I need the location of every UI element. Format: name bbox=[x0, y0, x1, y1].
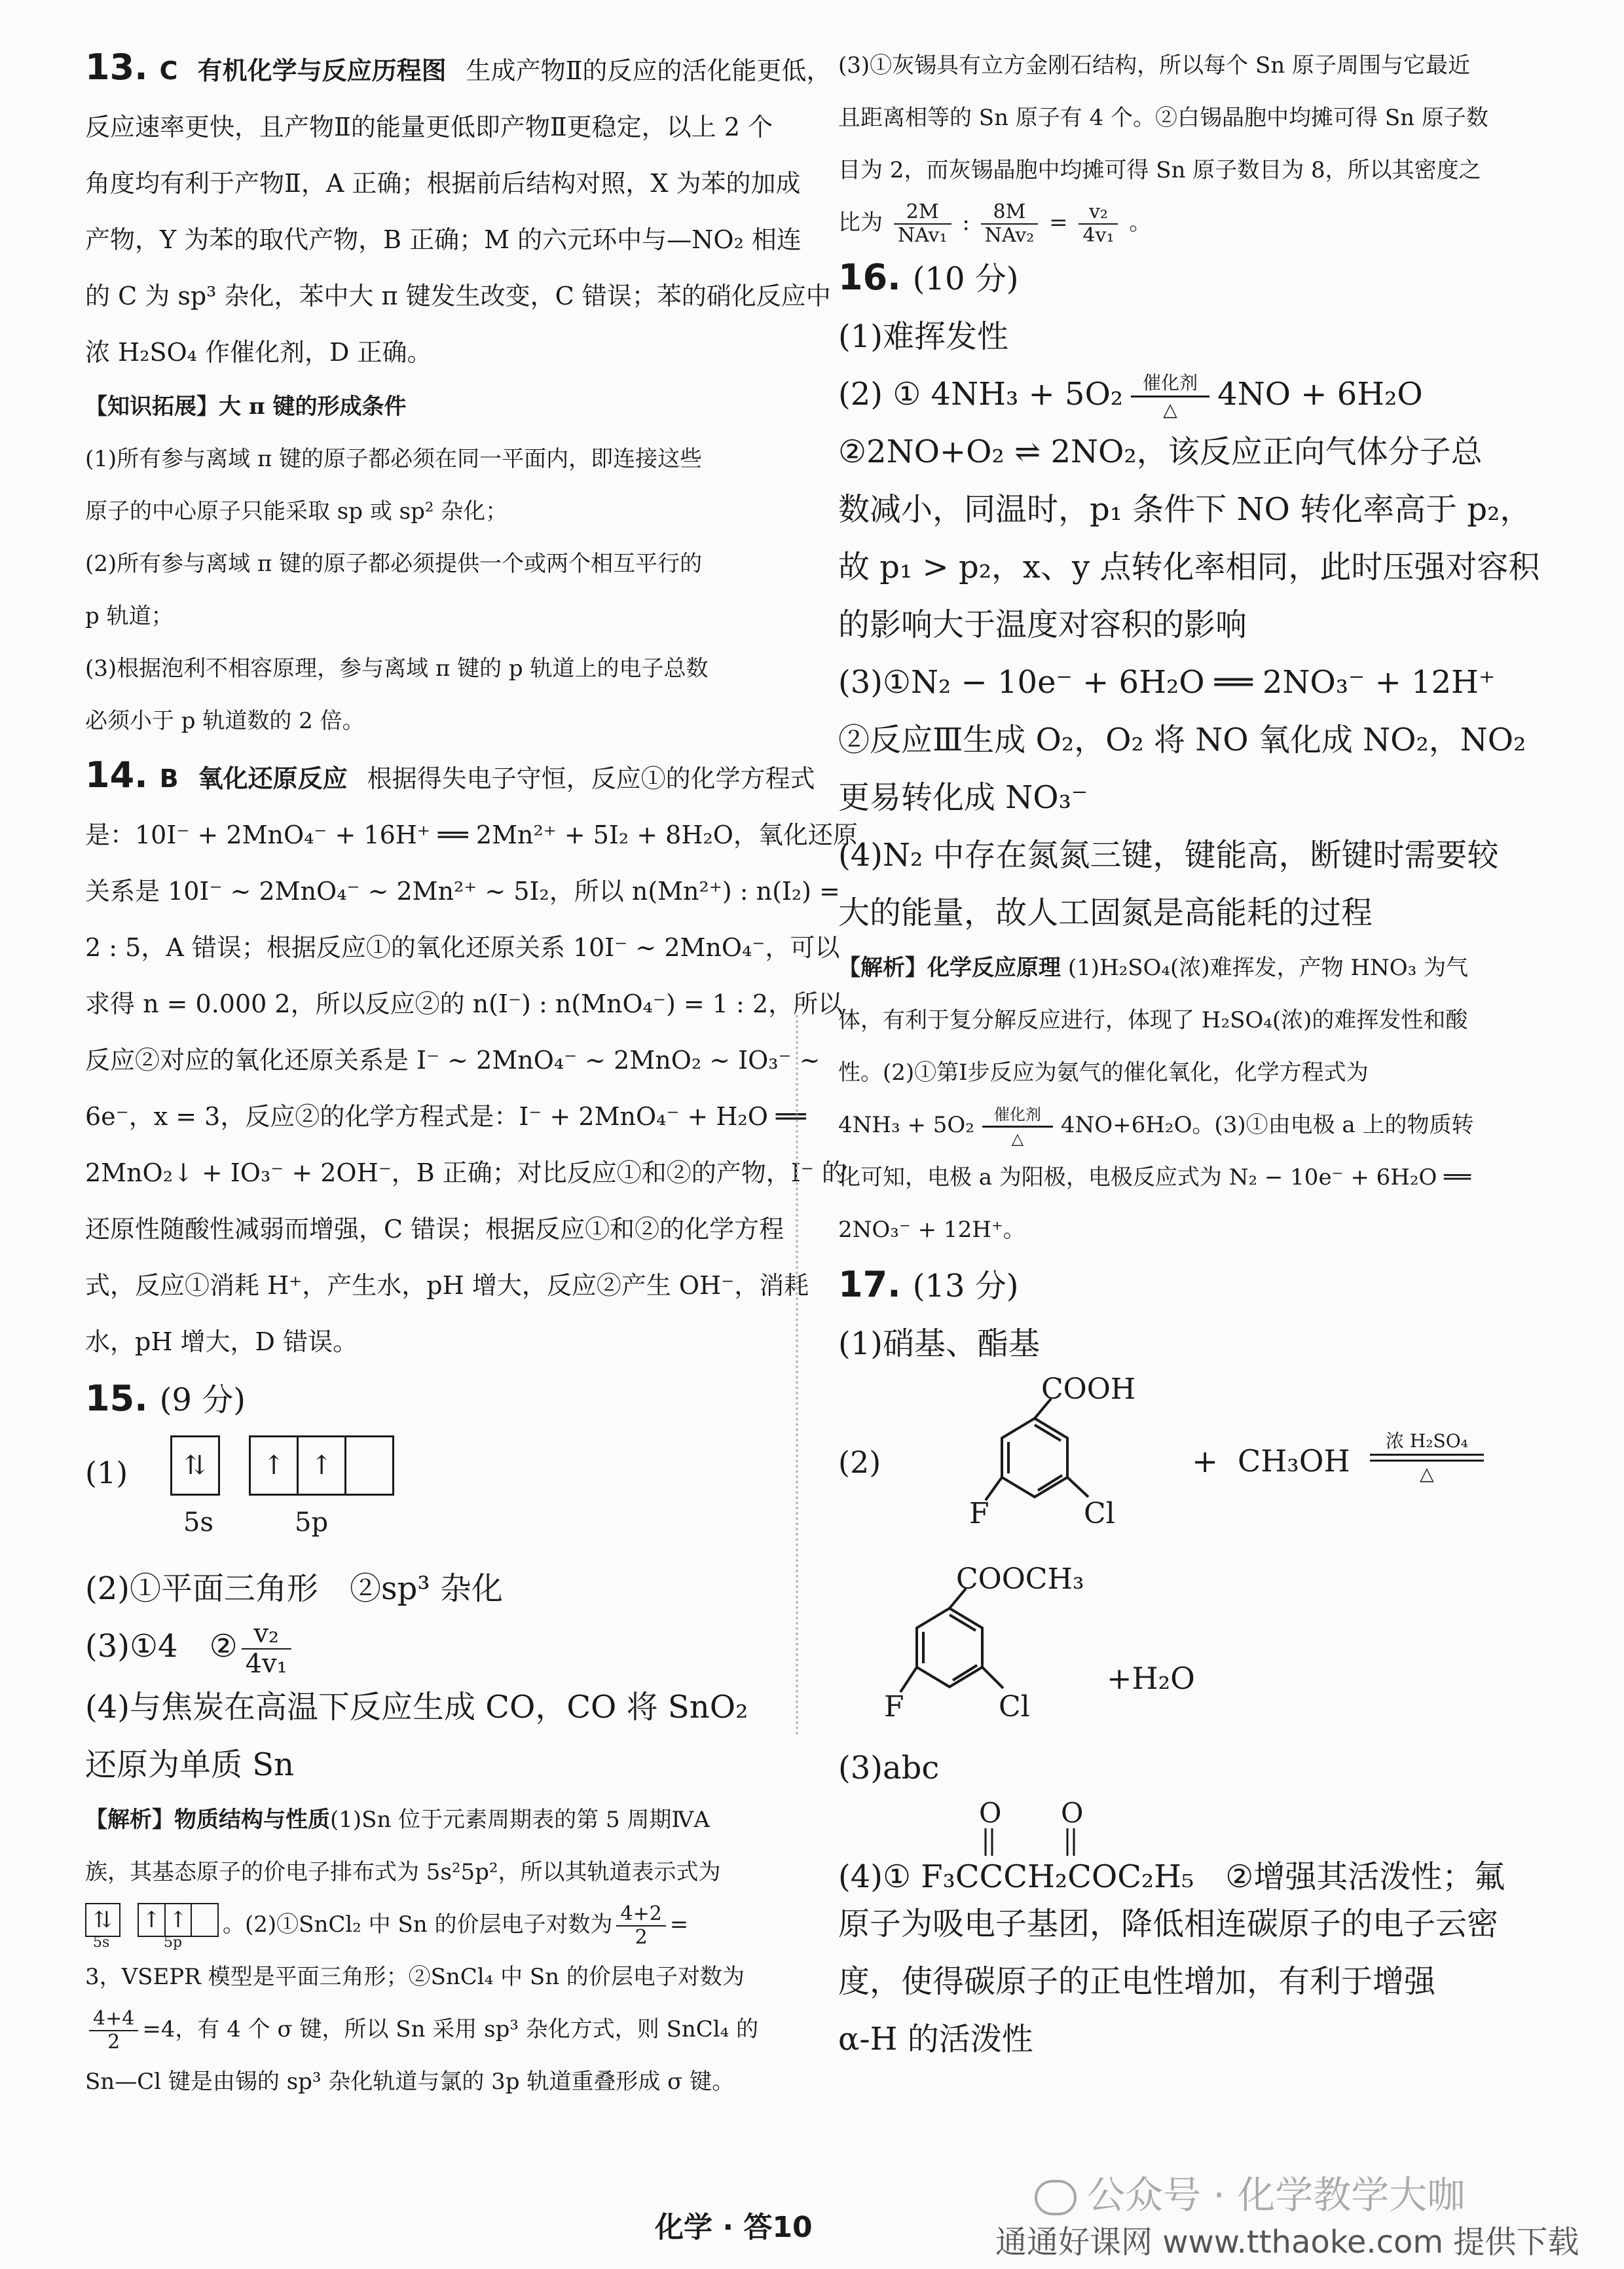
q13-line: 生成产物Ⅱ的反应的活化能更低， bbox=[466, 56, 832, 85]
mini-5p-label: 5p bbox=[164, 1934, 183, 1951]
arrow-condition-top: 浓 H₂SO₄ bbox=[1370, 1431, 1484, 1456]
q15-analysis-line: 3，VSEPR 模型是平面三角形；②SnCl₄ 中 Sn 的价层电子对数为 bbox=[85, 1963, 745, 1990]
q15-fraction-2 bbox=[89, 2008, 138, 2054]
mini-5p-cell bbox=[192, 1904, 217, 1936]
q15-score: (9 分) bbox=[159, 1382, 246, 1418]
q16-line: 更易转化成 NO₃⁻ bbox=[838, 779, 1088, 816]
q15-part1-label: (1) bbox=[85, 1455, 128, 1490]
q15r-line: (3)①灰锡具有立方金刚石结构，所以每个 Sn 原子周围与它最近 bbox=[838, 52, 1470, 79]
q15-part4-line: 还原为单质 Sn bbox=[85, 1746, 295, 1783]
q17-part4-line bbox=[838, 1848, 1505, 1906]
arrow-condition-bottom: △ bbox=[1011, 1129, 1024, 1148]
q15-number: 15. bbox=[85, 1378, 148, 1419]
arrow-condition-bottom: △ bbox=[1370, 1460, 1484, 1484]
fraction-numerator: 4+4 bbox=[89, 2008, 138, 2031]
q14-number: 14. bbox=[85, 754, 148, 796]
q15-analysis-equals: = bbox=[669, 1911, 689, 1938]
q15-analysis-text: 。(2)①SnCl₂ 中 Sn 的价层电子对数为 bbox=[223, 1911, 613, 1938]
q14-line: 是：10I⁻ + 2MnO₄⁻ + 16H⁺ ══ 2Mn²⁺ + 5I₂ + 8H₂O，氧化还原 bbox=[85, 821, 858, 849]
orbital-5s-box bbox=[170, 1435, 220, 1496]
q17-header bbox=[838, 1256, 1526, 1315]
chlorine-label: Cl bbox=[1084, 1497, 1115, 1530]
q13-knowledge-line: 必须小于 p 轨道数的 2 倍。 bbox=[85, 708, 365, 734]
q15-part3-fraction bbox=[242, 1619, 291, 1678]
q13-header bbox=[85, 39, 832, 99]
q17-part4-formula bbox=[838, 1797, 1526, 1895]
ratio-fraction-1 bbox=[894, 201, 951, 247]
q14-header bbox=[85, 747, 815, 807]
q16-line: 数减小，同温时，p₁ 条件下 NO 转化率高于 p₂， bbox=[838, 491, 1532, 528]
plus-sign: + bbox=[1192, 1443, 1219, 1480]
question-16 bbox=[838, 249, 1540, 1256]
orbital-5s-cell: ⇅ bbox=[184, 1450, 206, 1481]
left-column bbox=[85, 39, 858, 2108]
q13-line: 角度均有利于产物Ⅱ，A 正确；根据前后结构对照，X 为苯的加成 bbox=[85, 169, 801, 198]
fraction-denominator: 4v₁ bbox=[245, 1648, 287, 1679]
q15-mini-orbital bbox=[85, 1903, 223, 1949]
q16-score: (10 分) bbox=[912, 261, 1019, 297]
q13-knowledge-line: 原子的中心原子只能采取 sp 或 sp² 杂化； bbox=[85, 498, 508, 525]
carbonyl-oxygen: O bbox=[1061, 1797, 1084, 1829]
fraction-numerator: 4+2 bbox=[616, 1903, 665, 1927]
mini-5p-cell: ↑ bbox=[166, 1904, 193, 1936]
ratio-fraction-2 bbox=[981, 201, 1039, 247]
q17-formula: (4)① F₃CCCH₂COC₂H₅ bbox=[838, 1858, 1194, 1895]
q14-line: 根据得失电子守恒，反应①的化学方程式 bbox=[367, 764, 815, 793]
reversible-arrow bbox=[1370, 1431, 1484, 1484]
q15-fraction-1 bbox=[616, 1903, 665, 1949]
reactant-structure bbox=[936, 1373, 1153, 1543]
q15-analysis-line: 族，其基态原子的价电子排布式为 5s²5p²，所以其轨道表示式为 bbox=[85, 1858, 721, 1885]
q14-line: 反应②对应的氧化还原关系是 I⁻ ~ 2MnO₄⁻ ~ 2MnO₂ ~ IO₃⁻ ~ bbox=[85, 1046, 821, 1075]
q16-header bbox=[838, 249, 1526, 308]
q17-line: α-H 的活泼性 bbox=[838, 2021, 1033, 2057]
q17-part1: (1)硝基、酯基 bbox=[838, 1325, 1040, 1362]
q16-analysis-line: (1)H₂SO₄(浓)难挥发，产物 HNO₃ 为气 bbox=[1067, 955, 1469, 981]
question-13 bbox=[85, 39, 832, 747]
water-product: +H₂O bbox=[1107, 1661, 1195, 1696]
arrow-condition-top: 催化剂 bbox=[982, 1106, 1053, 1128]
q17-line: 度，使得碳原子的正电性增加，有利于增强 bbox=[838, 1963, 1436, 2000]
q14-line: 2 : 5，A 错误；根据反应①的氧化还原关系 10I⁻ ~ 2MnO₄⁻，可以 bbox=[85, 933, 840, 962]
fluorine-label: F bbox=[884, 1690, 904, 1724]
q16-line: (3)①N₂ − 10e⁻ + 6H₂O ══ 2NO₃⁻ + 12H⁺ bbox=[838, 664, 1496, 701]
reaction-arrow bbox=[1131, 373, 1209, 420]
q15-analysis-title: 【解析】物质结构与性质 bbox=[85, 1806, 330, 1833]
q16-analysis-header bbox=[838, 942, 1526, 994]
q13-knowledge-line: (1)所有参与离域 π 键的原子都必须在同一平面内，即连接这些 bbox=[85, 446, 703, 472]
q17-part3: (3)abc bbox=[838, 1750, 940, 1786]
q15-part3 bbox=[85, 1617, 779, 1678]
q17-reaction-scheme bbox=[838, 1373, 1526, 1739]
q15-analysis-header bbox=[85, 1794, 779, 1846]
watermark-text: 公众号 · 化学教学大咖 bbox=[1087, 2173, 1466, 2217]
fraction-denominator: 2 bbox=[635, 1925, 648, 1949]
orbital-5p-label: 5p bbox=[295, 1507, 329, 1538]
fraction-denominator: NAv₂ bbox=[984, 224, 1035, 247]
q17-line: 原子为吸电子基团，降低相连碳原子的电子云密 bbox=[838, 1906, 1499, 1942]
q15-part4-line: (4)与焦炭在高温下反应生成 CO，CO 将 SnO₂ bbox=[85, 1688, 748, 1725]
q16-line: (4)N₂ 中存在氮氮三键，键能高，断键时需要较 bbox=[838, 837, 1499, 874]
q13-line: 反应速率更快，且产物Ⅱ的能量更低即产物Ⅱ更稳定，以上 2 个 bbox=[85, 113, 773, 141]
q16-analysis-line: 化可知，电极 a 为阳极，电极反应式为 N₂ − 10e⁻ + 6H₂O ══ bbox=[838, 1164, 1471, 1190]
q16-line: ②反应Ⅲ生成 O₂，O₂ 将 NO 氧化成 NO₂，NO₂ bbox=[838, 722, 1526, 758]
q14-topic: 氧化还原反应 bbox=[198, 764, 348, 793]
q13-topic: 有机化学与反应历程图 bbox=[197, 56, 447, 85]
q15-orbital-diagram bbox=[85, 1429, 779, 1560]
question-14 bbox=[85, 747, 858, 1370]
q15-analysis-line: Sn—Cl 键是由锡的 sp³ 杂化轨道与氯的 3p 轨道重叠形成 σ 键。 bbox=[85, 2068, 735, 2095]
q14-line: 2MnO₂↓ + IO₃⁻ + 2OH⁻，B 正确；对比反应①和②的产物，I⁻ 的 bbox=[85, 1158, 847, 1187]
q16-analysis-line: 体，有利于复分解反应进行，体现了 H₂SO₄(浓)的难挥发性和酸 bbox=[838, 1007, 1468, 1033]
q16-line: ②2NO+O₂ ⇌ 2NO₂，该反应正向气体分子总 bbox=[838, 434, 1483, 470]
mini-5p-box bbox=[138, 1903, 219, 1937]
q17-score: (13 分) bbox=[912, 1268, 1019, 1304]
carbonyl-oxygen: O bbox=[979, 1797, 1002, 1829]
orbital-5p-cell bbox=[346, 1437, 392, 1494]
orbital-5p-cell: ↑ bbox=[299, 1437, 346, 1494]
q14-line: 还原性随酸性减弱而增强，C 错误；根据反应①和②的化学方程 bbox=[85, 1215, 784, 1244]
fraction-numerator: 2M bbox=[894, 201, 951, 225]
q15-part2: (2)①平面三角形 ②sp³ 杂化 bbox=[85, 1570, 503, 1607]
fraction-denominator: NAv₁ bbox=[897, 224, 948, 247]
ratio-equals: = bbox=[1049, 210, 1068, 236]
q16-analysis-title: 【解析】化学反应原理 bbox=[838, 955, 1061, 981]
q14-line: 关系是 10I⁻ ~ 2MnO₄⁻ ~ 2Mn²⁺ ~ 5I₂，所以 n(Mn²⁺) : n(I₂) = bbox=[85, 877, 840, 906]
question-17 bbox=[838, 1256, 1526, 2068]
equation-left: (2) ① 4NH₃ + 5O₂ bbox=[838, 376, 1124, 413]
column-divider bbox=[796, 1015, 802, 1735]
q14-answer: B bbox=[159, 764, 179, 793]
q13-line: 的 C 为 sp³ 杂化，苯中大 π 键发生改变，C 错误；苯的硝化反应中 bbox=[85, 282, 831, 310]
q17-part2-label: (2) bbox=[838, 1445, 881, 1480]
mini-5s-label: 5s bbox=[93, 1934, 110, 1951]
q15-analysis-line: =4，有 4 个 σ 键，所以 Sn 采用 sp³ 杂化方式，则 SnCl₄ 的 bbox=[142, 2016, 759, 2042]
methanol: CH₃OH bbox=[1238, 1443, 1350, 1479]
chlorine-label: Cl bbox=[999, 1690, 1030, 1724]
watermark-site: 通通好课网 www.tthaoke.com 提供下载 bbox=[995, 2224, 1579, 2260]
q14-line: 式，反应①消耗 H⁺，产生水，pH 增大，反应②产生 OH⁻，消耗 bbox=[85, 1271, 809, 1300]
q16-line: 故 p₁ > p₂，x、y 点转化率相同，此时压强对容积 bbox=[838, 549, 1540, 585]
ratio-separator: : bbox=[962, 210, 970, 236]
q15r-ratio-line bbox=[838, 196, 1526, 249]
q15r-ratio-prefix: 比为 bbox=[838, 210, 883, 236]
q16-line: 大的能量，故人工固氮是高能耗的过程 bbox=[838, 895, 1373, 931]
q15-analysis-frac-line bbox=[85, 2003, 779, 2056]
orbital-5p-cell: ↑ bbox=[251, 1437, 299, 1494]
q16-line: 的影响大于温度对容积的影响 bbox=[838, 606, 1247, 643]
question-15-continued bbox=[838, 39, 1526, 249]
q13-knowledge-line: (3)根据泡利不相容原理，参与离域 π 键的 p 轨道上的电子总数 bbox=[85, 655, 709, 682]
fraction-numerator: v₂ bbox=[242, 1619, 291, 1650]
equation-right: 4NO+6H₂O。(3)①由电极 a 上的物质转 bbox=[1060, 1112, 1474, 1138]
q13-line: 浓 H₂SO₄ 作催化剂，D 正确。 bbox=[85, 338, 432, 367]
arrow-condition-top: 催化剂 bbox=[1131, 373, 1209, 397]
q16-part2-equation bbox=[838, 365, 1526, 423]
cooh-group: COOH bbox=[1041, 1373, 1136, 1406]
q15r-line: 目为 2，而灰锡晶胞中均摊可得 Sn 原子数目为 8，所以其密度之 bbox=[838, 157, 1481, 183]
q17-part4-text: ②增强其活泼性；氟 bbox=[1225, 1858, 1505, 1895]
q13-number: 13. bbox=[85, 46, 148, 88]
q14-line: 求得 n = 0.000 2，所以反应②的 n(I⁻) : n(MnO₄⁻) = 1 : 2，所以 bbox=[85, 989, 843, 1018]
fluorine-label: F bbox=[969, 1497, 989, 1530]
q15-part3-text: (3)①4 ② bbox=[85, 1628, 238, 1665]
q14-line: 6e⁻，x = 3，反应②的化学方程式是：I⁻ + 2MnO₄⁻ + H₂O ══ bbox=[85, 1102, 806, 1131]
arrow-condition-bottom: △ bbox=[1163, 399, 1177, 420]
q14-line: 水，pH 增大，D 错误。 bbox=[85, 1327, 358, 1356]
product-structure bbox=[864, 1562, 1113, 1739]
cooch3-group: COOCH₃ bbox=[956, 1562, 1084, 1596]
orbital-5p-box bbox=[249, 1435, 394, 1496]
q15-analysis-orbital-line bbox=[85, 1898, 779, 1951]
q16-number: 16. bbox=[838, 257, 901, 298]
q15-analysis-line: (1)Sn 位于元素周期表的第 5 周期ⅣA bbox=[330, 1806, 710, 1833]
q17-number: 17. bbox=[838, 1264, 901, 1305]
q13-knowledge-line: (2)所有参与离域 π 键的原子都必须提供一个或两个相互平行的 bbox=[85, 551, 703, 577]
equation-right: 4NO + 6H₂O bbox=[1217, 376, 1423, 413]
mini-5s-cell: ⇅ bbox=[85, 1903, 120, 1937]
ratio-end: 。 bbox=[1129, 210, 1152, 236]
mini-5p-cell: ↑ bbox=[139, 1904, 166, 1936]
fraction-numerator: 8M bbox=[981, 201, 1039, 225]
equation-left: 4NH₃ + 5O₂ bbox=[838, 1112, 974, 1138]
right-column bbox=[838, 39, 1540, 2068]
fraction-denominator: 2 bbox=[107, 2030, 120, 2054]
question-15 bbox=[85, 1370, 779, 2108]
q15-header bbox=[85, 1370, 779, 1429]
reaction-arrow bbox=[982, 1106, 1053, 1147]
q15r-line: 且距离相等的 Sn 原子有 4 个。②白锡晶胞中均摊可得 Sn 原子数 bbox=[838, 105, 1488, 131]
q13-knowledge-title: 【知识拓展】大 π 键的形成条件 bbox=[85, 394, 407, 420]
wechat-icon bbox=[1035, 2180, 1077, 2215]
q16-part1: (1)难挥发性 bbox=[838, 318, 1008, 355]
q16-analysis-line: 2NO₃⁻ + 12H⁺。 bbox=[838, 1217, 1025, 1243]
fraction-denominator: 4v₁ bbox=[1082, 224, 1115, 247]
fraction-numerator: v₂ bbox=[1079, 201, 1118, 225]
orbital-5s-label: 5s bbox=[183, 1507, 213, 1538]
q16-analysis-equation bbox=[838, 1099, 1526, 1151]
q13-line: 产物，Y 为苯的取代产物，B 正确；M 的六元环中与—NO₂ 相连 bbox=[85, 225, 802, 254]
watermark-wechat bbox=[1035, 2164, 1465, 2219]
q16-analysis-line: 性。(2)①第Ⅰ步反应为氨气的催化氧化，化学方程式为 bbox=[838, 1060, 1369, 1086]
q13-answer: C bbox=[159, 56, 178, 85]
q13-knowledge-line: p 轨道； bbox=[85, 603, 174, 629]
ratio-fraction-3 bbox=[1079, 201, 1118, 247]
page-footer: 化学 · 答10 bbox=[655, 2211, 813, 2244]
